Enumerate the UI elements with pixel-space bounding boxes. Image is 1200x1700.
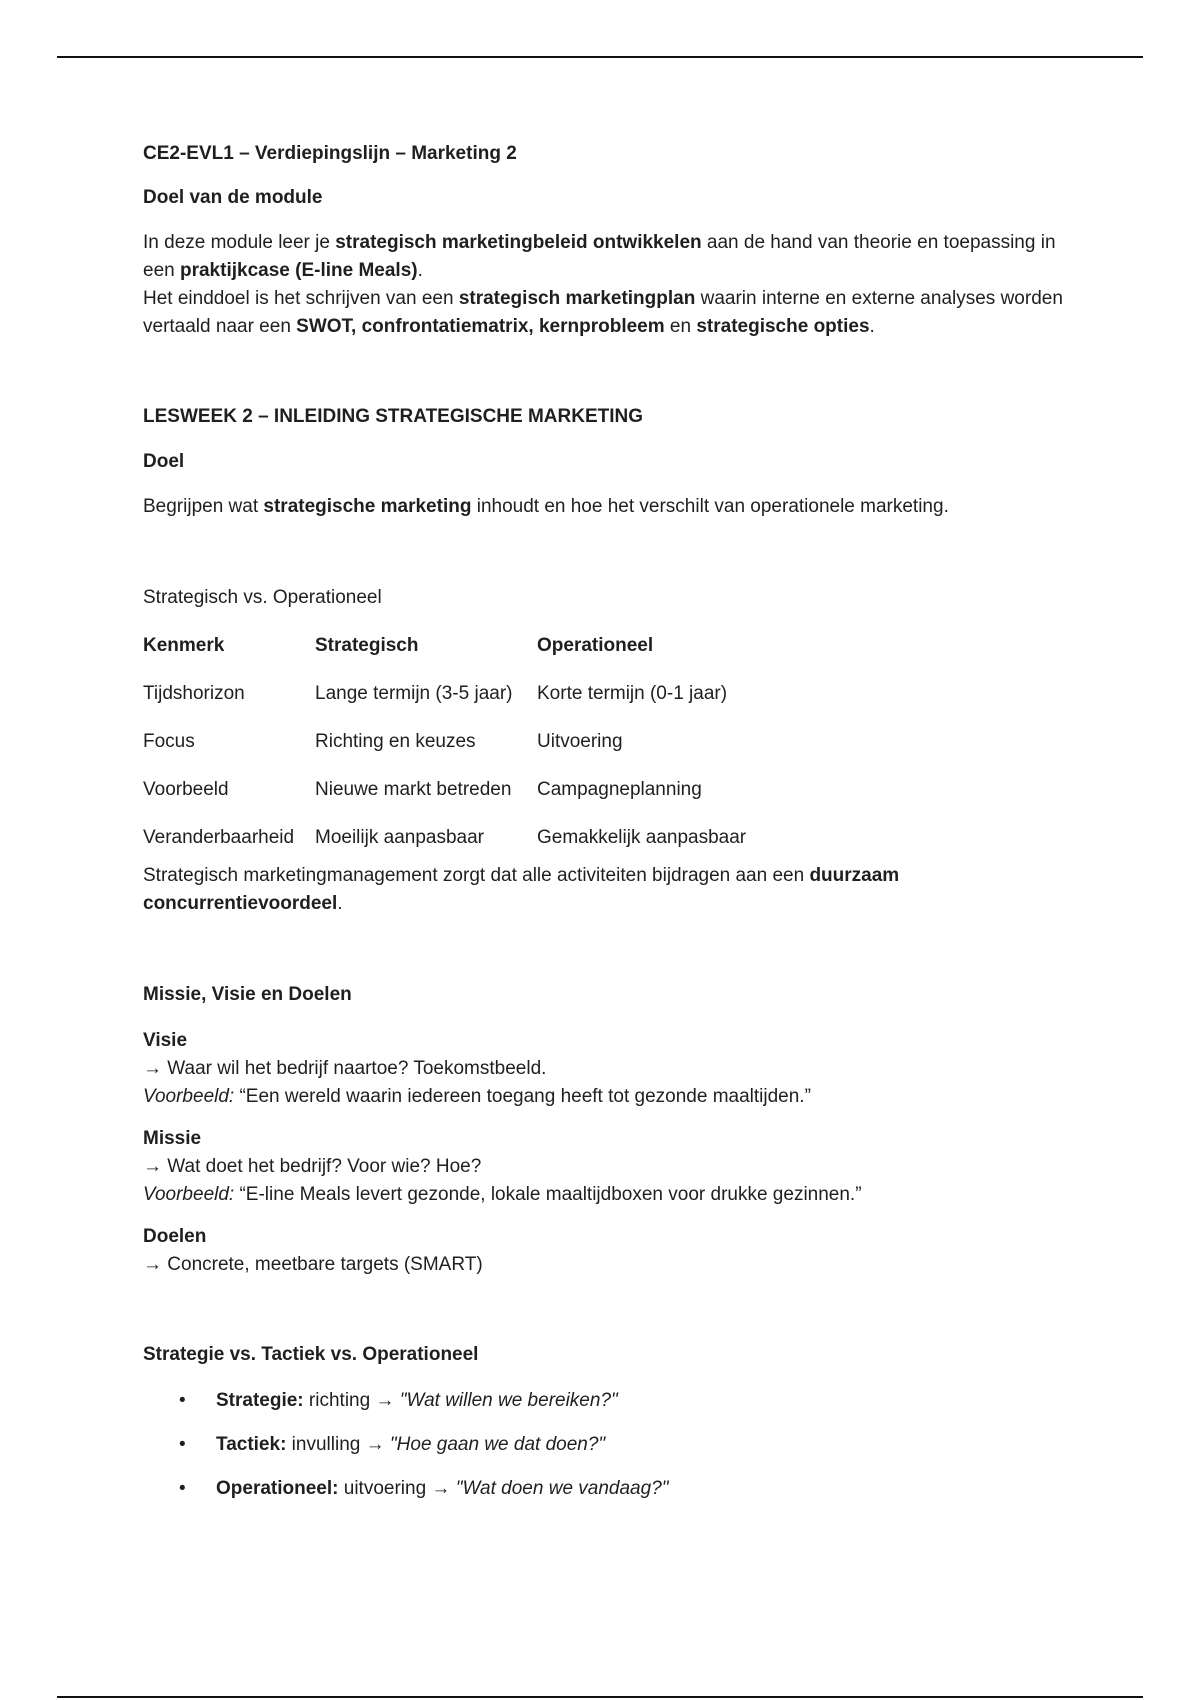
table-cell: Moeilijk aanpasbaar xyxy=(315,827,484,848)
table-cell: Korte termijn (0-1 jaar) xyxy=(537,683,728,704)
list-item: • Strategie: richting → "Wat willen we bereiken?" xyxy=(179,1387,1073,1431)
table-cell: Nieuwe markt betreden xyxy=(315,779,512,800)
bullet-icon: • xyxy=(179,1478,186,1499)
table-header-cell: Operationeel xyxy=(537,635,654,656)
table-row xyxy=(143,776,837,824)
visie-example: Voorbeeld: “Een wereld waarin iedereen toegang heeft tot gezonde maaltijden.” xyxy=(143,1086,811,1107)
doel-text: Begrijpen wat strategische marketing inhoudt en hoe het verschilt van operationele marketing. xyxy=(143,496,949,517)
visie-line: → Waar wil het bedrijf naartoe? Toekomstbeeld. xyxy=(143,1058,547,1079)
footer-rule xyxy=(57,1696,1143,1698)
table-row xyxy=(143,824,837,862)
table-header-row xyxy=(143,632,837,680)
doelen-line: → Concrete, meetbare targets (SMART) xyxy=(143,1254,483,1275)
doel-heading: Doel xyxy=(143,451,185,472)
table-header-cell: Strategisch xyxy=(315,635,419,656)
missie-label: Missie xyxy=(143,1128,202,1149)
missie-block xyxy=(143,1125,1073,1209)
comparison-table xyxy=(143,632,837,862)
missie-line: → Wat doet het bedrijf? Voor wie? Hoe? xyxy=(143,1156,482,1177)
comparison-title: Strategisch vs. Operationeel xyxy=(143,587,382,608)
table-row xyxy=(143,680,837,728)
table-cell: Focus xyxy=(143,731,195,752)
list-item: • Tactiek: invulling → "Hoe gaan we dat doen?" xyxy=(179,1431,1073,1475)
missie-example: Voorbeeld: “E-line Meals levert gezonde, lokale maaltijdboxen voor drukke gezinnen.” xyxy=(143,1184,862,1205)
list-item: • Operationeel: uitvoering → "Wat doen we vandaag?" xyxy=(179,1475,1073,1519)
table-cell: Lange termijn (3-5 jaar) xyxy=(315,683,513,704)
module-paragraph-2: Het einddoel is het schrijven van een strategisch marketingplan waarin interne en externe analyses worden vertaald naar een SWOT, confrontatiematrix, kernprobleem en strategische opties. xyxy=(143,288,1063,337)
table-cell: Gemakkelijk aanpasbaar xyxy=(537,827,747,848)
lesweek-title: LESWEEK 2 – INLEIDING STRATEGISCHE MARKETING xyxy=(143,406,644,427)
table-row xyxy=(143,728,837,776)
stp-heading: Strategie vs. Tactiek vs. Operationeel xyxy=(143,1344,479,1365)
bullet-icon: • xyxy=(179,1390,186,1411)
mvd-heading: Missie, Visie en Doelen xyxy=(143,984,352,1005)
table-cell: Richting en keuzes xyxy=(315,731,476,752)
table-cell: Voorbeeld xyxy=(143,779,229,800)
header-rule xyxy=(57,56,1143,58)
doelen-label: Doelen xyxy=(143,1226,207,1247)
table-cell: Veranderbaarheid xyxy=(143,827,295,848)
stp-list xyxy=(143,1387,1073,1519)
table-cell: Campagneplanning xyxy=(537,779,702,800)
comparison-summary: Strategisch marketingmanagement zorgt dat alle activiteiten bijdragen aan een duurzaam concurrentievoordeel. xyxy=(143,865,900,914)
module-heading: Doel van de module xyxy=(143,187,323,208)
document-body xyxy=(143,140,1073,1519)
doelen-block xyxy=(143,1223,1073,1279)
visie-block xyxy=(143,1027,1073,1111)
document-title: CE2-EVL1 – Verdiepingslijn – Marketing 2 xyxy=(143,143,517,164)
visie-label: Visie xyxy=(143,1030,188,1051)
table-header-cell: Kenmerk xyxy=(143,635,225,656)
table-cell: Uitvoering xyxy=(537,731,623,752)
bullet-icon: • xyxy=(179,1434,186,1455)
module-paragraph-1: In deze module leer je strategisch marketingbeleid ontwikkelen aan de hand van theorie en toepassing in een praktijkcase (E-line Meals). xyxy=(143,232,1056,281)
table-cell: Tijdshorizon xyxy=(143,683,245,704)
